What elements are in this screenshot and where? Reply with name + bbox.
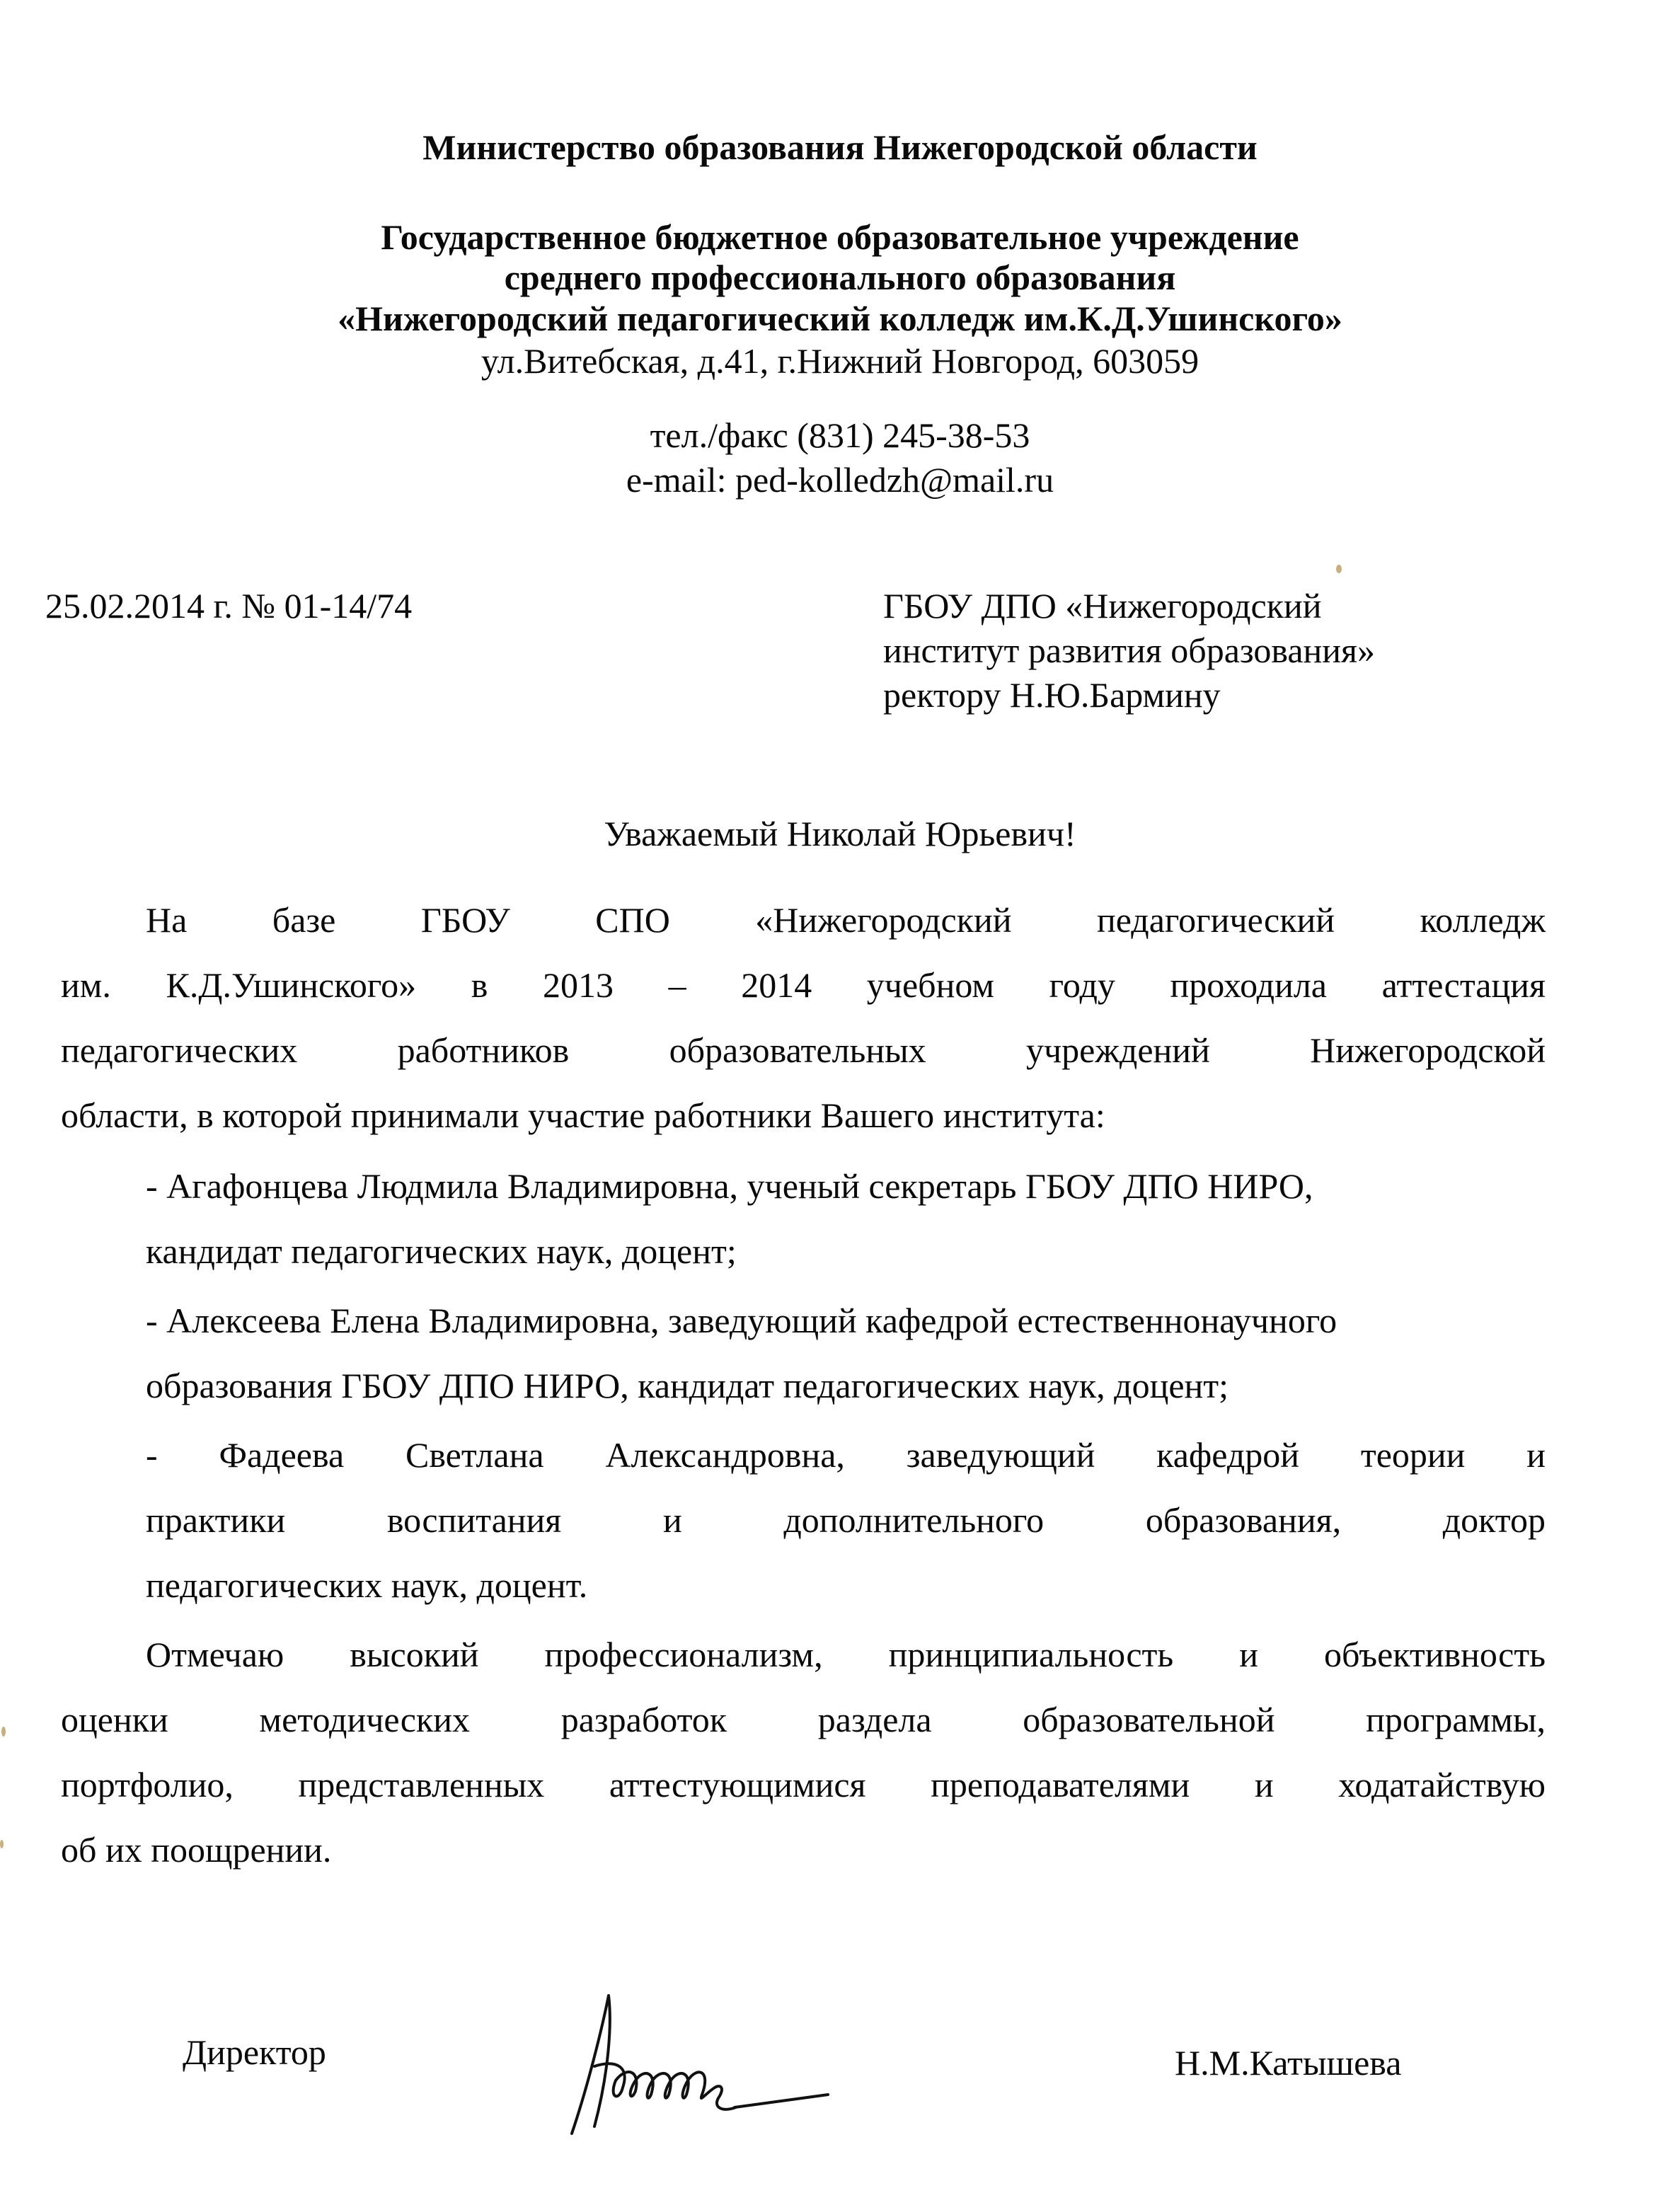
list-item-3-line-1: - Фадеева Светлана Александровна, заведующий кафедрой теории и — [146, 1435, 1546, 1475]
paragraph-2-line-4: об их поощрении. — [61, 1830, 332, 1870]
addressee-line-3: ректору Н.Ю.Бармину — [883, 675, 1221, 715]
phone-line: тел./факс (831) 245-38-53 — [650, 415, 1030, 455]
paragraph-2-line-3: портфолио, представленных аттестующимися преподавателями и ходатайствую — [61, 1765, 1546, 1804]
scan-speck — [1, 1727, 6, 1737]
list-item-3-line-2: практики воспитания и дополнительного образования, доктор — [146, 1500, 1546, 1540]
paragraph-1-line-2: им. К.Д.Ушинского» в 2013 – 2014 учебном году проходила аттестация — [61, 965, 1546, 1005]
paragraph-1-line-4: области, в которой принимали участие работники Вашего института: — [61, 1095, 1105, 1135]
signature-stroke — [572, 1996, 828, 2134]
scan-speck — [1336, 565, 1342, 573]
addressee-line-2: институт развития образования» — [883, 631, 1376, 670]
institution-line-2: среднего профессионального образования — [504, 258, 1176, 297]
institution-line-3: «Нижегородский педагогический колледж им.К.Д.Ушинского» — [338, 299, 1342, 338]
scan-speck — [0, 1840, 4, 1848]
paragraph-1-line-3: педагогических работников образовательных учреждений Нижегородской — [61, 1030, 1546, 1070]
handwritten-signature — [552, 1981, 849, 2144]
paragraph-2-line-2: оценки методических разработок раздела образовательной программы, — [61, 1700, 1546, 1739]
addressee-block — [883, 585, 1375, 716]
paragraph-2-line-1: Отмечаю высокий профессионализм, принципиальность и объективность — [146, 1635, 1546, 1674]
email-line: e-mail: ped-kolledzh@mail.ru — [626, 460, 1054, 500]
list-item-1-line-1: - Агафонцева Людмила Владимировна, ученый секретарь ГБОУ ДПО НИРО, — [146, 1166, 1313, 1206]
institution-line-1: Государственное бюджетное образовательное учреждение — [381, 217, 1299, 257]
list-item-2-line-2: образования ГБОУ ДПО НИРО, кандидат педагогических наук, доцент; — [146, 1366, 1229, 1405]
address-line: ул.Витебская, д.41, г.Нижний Новгород, 603059 — [481, 341, 1199, 381]
signatory-name: Н.М.Катышева — [1175, 2043, 1402, 2083]
ministry-heading: Министерство образования Нижегородской области — [422, 127, 1258, 167]
paragraph-1-line-1: На базе ГБОУ СПО «Нижегородский педагогический колледж — [146, 900, 1546, 940]
salutation: Уважаемый Николай Юрьевич! — [604, 814, 1076, 853]
signatory-title: Директор — [183, 2032, 326, 2072]
list-item-1-line-2: кандидат педагогических наук, доцент; — [146, 1231, 737, 1271]
addressee-line-1: ГБОУ ДПО «Нижегородский — [883, 586, 1322, 626]
list-item-2-line-1: - Алексеева Елена Владимировна, заведующий кафедрой естественнонаучного — [146, 1301, 1337, 1340]
list-item-3-line-3: педагогических наук, доцент. — [146, 1565, 588, 1605]
reference-number: 25.02.2014 г. № 01-14/74 — [45, 586, 413, 626]
